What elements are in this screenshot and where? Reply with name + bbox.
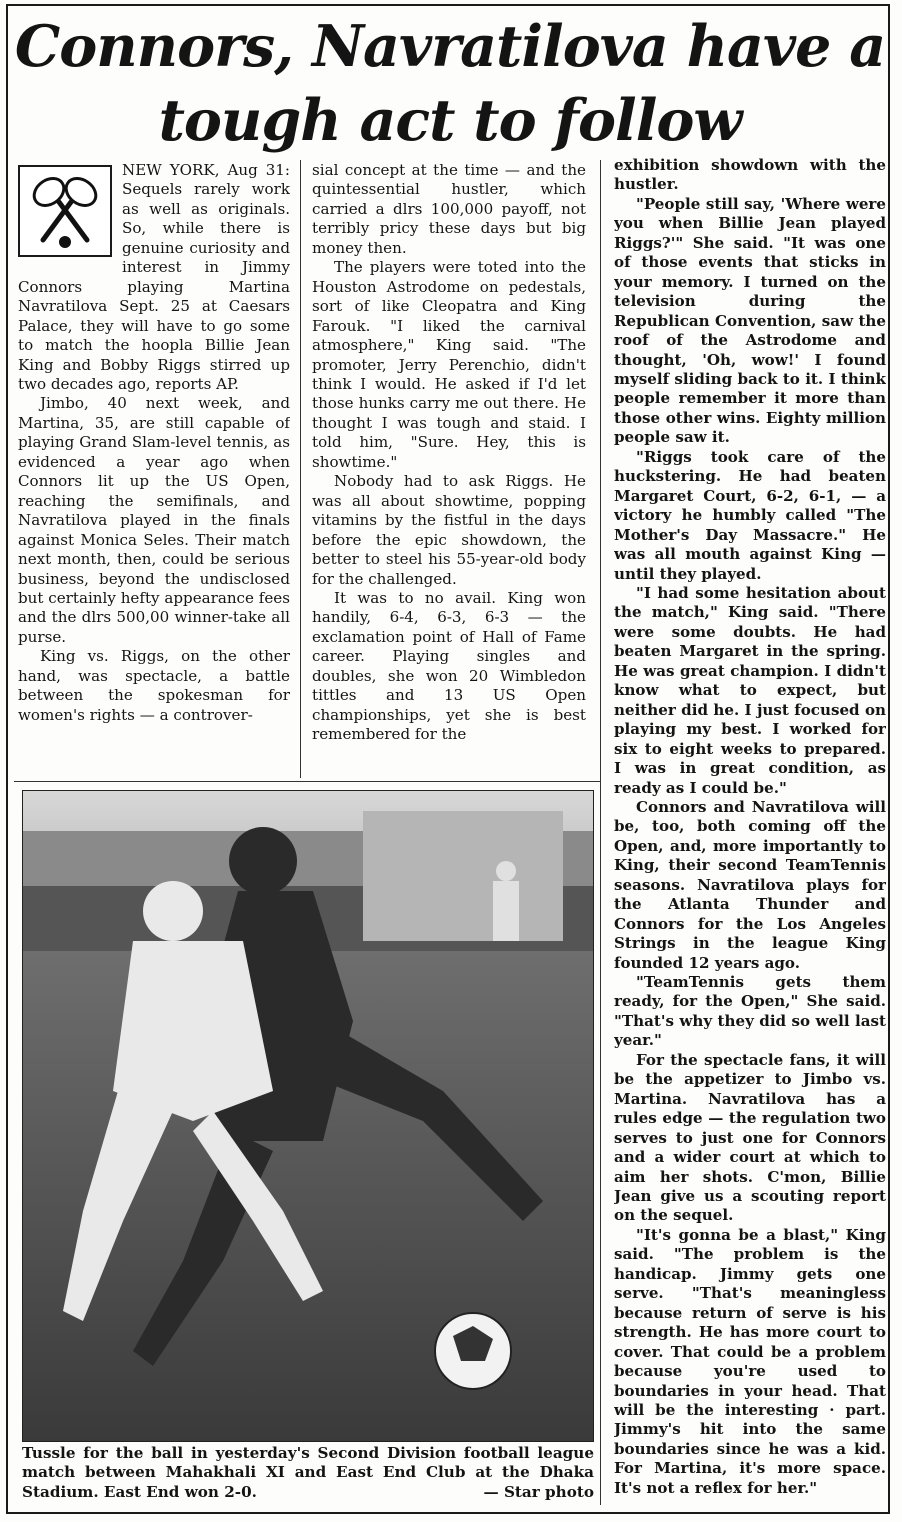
paragraph: exhibition showdown with the hustler. [614, 156, 886, 194]
crossed-tennis-rackets-icon [18, 165, 112, 257]
paragraph: "TeamTennis gets them ready, for the Open," She said. "That's why they did so well last year." [614, 973, 886, 1050]
paragraph: King vs. Riggs, on the other hand, was spectacle, a battle between the spokesman for women's rights — a controver- [18, 647, 290, 724]
paragraph: Connors and Navratilova will be, too, both coming off the Open, and, more importantly to King, their second TeamTennis seasons. Navratilova plays for the Atlanta Thunder and Connors for the Los Angeles Strings in the league King founded 12 years ago. [614, 797, 886, 972]
column-rule-2 [600, 160, 601, 1505]
football-match-photo [22, 790, 594, 1442]
caption-text: Tussle for the ball in yesterday's Second Division football league match between Mahakhali XI and East End Club at the Dhaka Stadium. East End won 2-0. [22, 1444, 594, 1501]
paragraph: "People still say, 'Where were you when Billie Jean played Riggs?'" She said. "It was one of those events that sticks in your memory. I turned on the television during the Republican Convention, saw the roof of the Astrodome and thought, 'Oh, wow!' I found myself sliding back to it. I think people remember it more than those other wins. Eighty million people saw it. [614, 194, 886, 447]
article-column-3 [614, 156, 886, 1506]
photo-caption [22, 1444, 594, 1502]
article-column-2 [312, 161, 586, 773]
paragraph: Nobody had to ask Riggs. He was all about showtime, popping vitamins by the fistful in the days before the epic showdown, the better to steel his 55-year-old body for the challenged. [312, 472, 586, 588]
paragraph: "Riggs took care of the huckstering. He had beaten Margaret Court, 6-2, 6-1, — a victory he humbly called "The Mother's Day Massacre." He was all mouth against King — until they played. [614, 447, 886, 583]
photo-top-rule [14, 781, 600, 782]
headline [14, 10, 886, 158]
paragraph: The players were toted into the Houston Astrodome on pedestals, sort of like Cleopatra and King Farouk. "I liked the carnival atmosphere," King said. "The promoter, Jerry Perenchio, didn't think I would. He asked if I'd let those hunks carry me out there. He thought I was tough and staid. I told him, "Sure. Hey, this is showtime." [312, 258, 586, 471]
article-column-1 [18, 161, 290, 773]
paragraph: sial concept at the time — and the quintessential hustler, which carried a dlrs 100,000 payoff, not terribly pricy these days but big money then. [312, 161, 586, 257]
paragraph: It was to no avail. King won handily, 6-4, 6-3, 6-3 — the exclamation point of Hall of Fame career. Playing singles and doubles, she won 20 Wimbledon tittles and 13 US Open championships, yet she is best remembered for the [312, 588, 586, 744]
column-rule-1 [300, 160, 301, 778]
paragraph: "I had some hesitation about the match," King said. "There were some doubts. He had beaten Margaret in the spring. He was great champion. I didn't know what to expect, but neither did he. I just focused on playing my best. I worked for six to eight weeks to prepared. I was in great condition, as ready as I could be." [614, 583, 886, 797]
paragraph: Jimbo, 40 next week, and Martina, 35, are still capable of playing Grand Slam-level tennis, as evidenced a year ago when Connors lit up the US Open, reaching the semifinals, and Navratilova played in the finals against Monica Seles. Their match next month, then, could be serious business, beyond the undisclosed but certainly hefty appearance fees and the dlrs 500,00 winner-take all purse. [18, 394, 290, 646]
paragraph: NEW YORK, Aug 31: Sequels rarely work as well as originals. So, while there is genuine curiosity and interest in Jimmy Connors playing Martina Navratilova Sept. 25 at Caesars Palace, they will have to go some to match the hoopla Billie Jean King and Bobby Riggs stirred up two decades ago, reports AP. [18, 161, 290, 393]
headline-line-2: tough act to follow [158, 87, 742, 154]
paragraph: For the spectacle fans, it will be the appetizer to Jimbo vs. Martina. Navratilova has a rules edge — the regulation two serves to just one for Connors and a wider court at which to aim her shots. C'mon, Billie Jean give us a scouting report on the sequel. [614, 1050, 886, 1225]
paragraph: "It's gonna be a blast," King said. "The problem is the handicap. Jimmy gets one serve. "That's meaningless because return of serve is his strength. He has more court to cover. That could be a problem because you're used to boundaries in your head. That will be the interesting · part. Jimmy's hit into the same boundaries since he was a kid. For Martina, it's more space. It's not a reflex for her." [614, 1225, 886, 1497]
headline-line-1: Connors, Navratilova have a [14, 13, 886, 80]
photo-credit: — Star photo [483, 1482, 594, 1501]
